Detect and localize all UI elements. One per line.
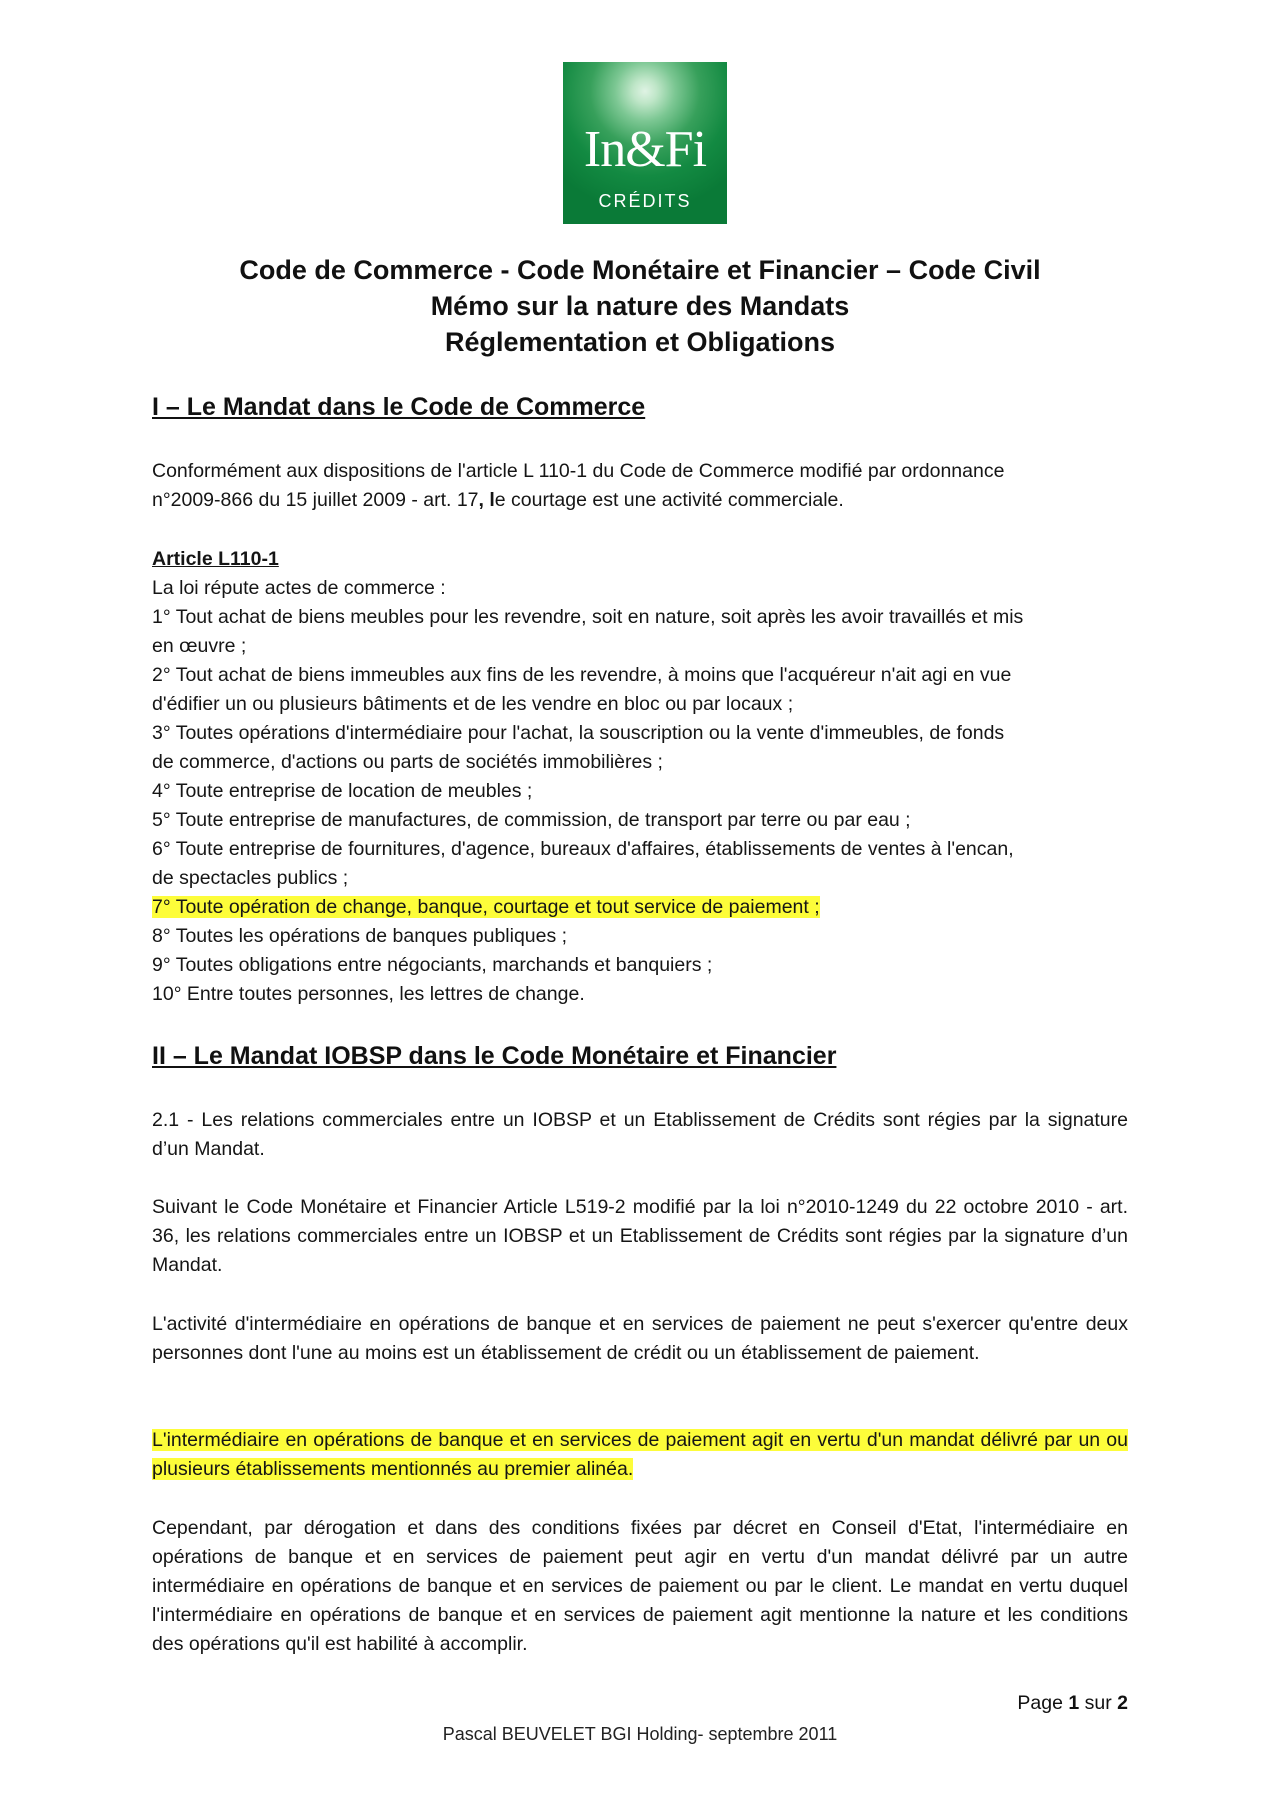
section-2-paragraph-5: Cependant, par dérogation et dans des conditions fixées par décret en Conseil d'Etat, l'intermédiaire en opérations de banque et en services de paiement peut agir en vertu d'un mandat délivré par un autre intermédiaire en opérations de banque et en services de paiement ou par le client. Le mandat en vertu duquel l'intermédiaire en opérations de banque et en services de paiement agit mentionne la nature et les conditions des opérations qu'il est habilité à accomplir. bbox=[152, 1517, 1128, 1655]
article-line: 3° Toutes opérations d'intermédiaire pour l'achat, la souscription ou la vente d'immeubles, de fonds bbox=[152, 722, 1005, 744]
highlighted-text: L'intermédiaire en opérations de banque et en services de paiement agit en vertu d'un mandat délivré par un ou plusieurs établissements mentionnés au premier alinéa. bbox=[152, 1429, 1128, 1480]
logo-sub-text: CRÉDITS bbox=[598, 191, 692, 211]
section-1-intro bbox=[152, 457, 1128, 515]
article-l110-1 bbox=[152, 545, 1128, 1009]
page-current: 1 bbox=[1068, 1692, 1080, 1714]
intro-line-1: Conformément aux dispositions de l'article L 110-1 du Code de Commerce modifié par ordonnance bbox=[152, 460, 1005, 482]
section-2-paragraph-3: L'activité d'intermédiaire en opérations de banque et en services de paiement ne peut s'exercer qu'entre deux personnes dont l'une au moins est un établissement de crédit ou un établissement de paiement. bbox=[152, 1313, 1128, 1364]
logo-in-fi-credits bbox=[563, 62, 727, 224]
highlighted-text: 7° Toute opération de change, banque, courtage et tout service de paiement ; bbox=[152, 896, 820, 918]
logo-main-text: In&Fi bbox=[583, 121, 707, 178]
article-line-highlighted bbox=[152, 893, 1128, 922]
article-line: La loi répute actes de commerce : bbox=[152, 577, 446, 599]
intro-line-2 bbox=[152, 486, 1128, 515]
section-2-heading: II – Le Mandat IOBSP dans le Code Monétaire et Financier bbox=[152, 1042, 837, 1070]
article-title: Article L110-1 bbox=[152, 548, 279, 570]
document-title-line-1: Code de Commerce - Code Monétaire et Financier – Code Civil bbox=[239, 255, 1041, 285]
article-line: en œuvre ; bbox=[152, 635, 247, 657]
page-number bbox=[1017, 1692, 1128, 1715]
intro-line-2-start: n°2009-866 du 15 juillet 2009 - art. 17 bbox=[152, 489, 479, 511]
page-separator: sur bbox=[1084, 1692, 1112, 1714]
section-2-paragraph-1: 2.1 - Les relations commerciales entre un IOBSP et un Etablissement de Crédits sont régies par la signature d’un Mandat. bbox=[152, 1109, 1128, 1160]
article-line: de spectacles publics ; bbox=[152, 867, 349, 889]
intro-line-2-end: e courtage est une activité commerciale. bbox=[494, 489, 844, 511]
page-total: 2 bbox=[1117, 1692, 1128, 1714]
article-line: 2° Tout achat de biens immeubles aux fins de les revendre, à moins que l'acquéreur n'ait agi en vue bbox=[152, 664, 1012, 686]
article-line: 6° Toute entreprise de fournitures, d'agence, bureaux d'affaires, établissements de ventes à l'encan, bbox=[152, 838, 1014, 860]
footer-author: Pascal BEUVELET BGI Holding- septembre 2011 bbox=[442, 1724, 838, 1744]
article-line: 8° Toutes les opérations de banques publiques ; bbox=[152, 925, 568, 947]
article-line: 5° Toute entreprise de manufactures, de commission, de transport par terre ou par eau ; bbox=[152, 809, 911, 831]
section-2-paragraph-2: Suivant le Code Monétaire et Financier Article L519-2 modifié par la loi n°2010-1249 du 22 octobre 2010 - art. 36, les relations commerciales entre un IOBSP et un Etablissement de Crédits sont régies par la signature d’un Mandat. bbox=[152, 1196, 1128, 1276]
article-line: de commerce, d'actions ou parts de sociétés immobilières ; bbox=[152, 751, 663, 773]
section-2-paragraph-4-highlighted bbox=[152, 1426, 1128, 1484]
intro-line-2-bold: , l bbox=[478, 489, 495, 511]
article-line: 10° Entre toutes personnes, les lettres de change. bbox=[152, 983, 585, 1005]
section-1-heading: I – Le Mandat dans le Code de Commerce bbox=[152, 393, 646, 421]
document-title-line-3: Réglementation et Obligations bbox=[444, 327, 836, 357]
article-line: 4° Toute entreprise de location de meubles ; bbox=[152, 780, 533, 802]
article-line: 1° Tout achat de biens meubles pour les revendre, soit en nature, soit après les avoir travaillés et mis bbox=[152, 606, 1024, 628]
page-label: Page bbox=[1017, 1692, 1063, 1714]
document-title-line-2: Mémo sur la nature des Mandats bbox=[430, 291, 850, 321]
article-line: d'édifier un ou plusieurs bâtiments et de les vendre en bloc ou par locaux ; bbox=[152, 693, 794, 715]
article-line: 9° Toutes obligations entre négociants, marchands et banquiers ; bbox=[152, 954, 713, 976]
